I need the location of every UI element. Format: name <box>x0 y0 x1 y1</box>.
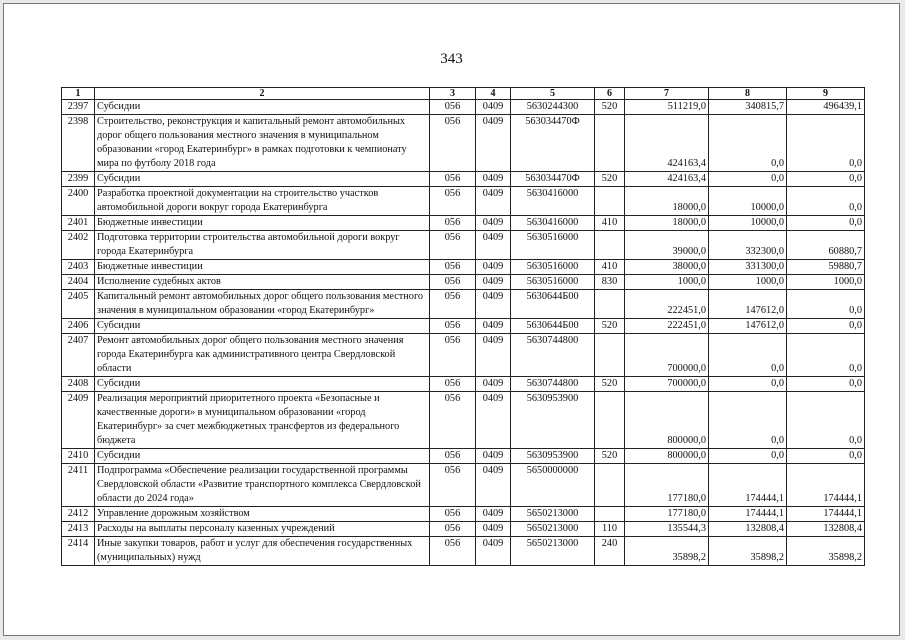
section-code-cell: 0409 <box>476 537 511 566</box>
table-row <box>62 172 865 187</box>
amount-col9-cell: 496439,1 <box>787 100 865 115</box>
section-code-cell: 0409 <box>476 449 511 464</box>
expense-type-code-cell: 520 <box>595 377 625 392</box>
ministry-code-cell: 056 <box>430 115 476 172</box>
row-number-cell: 2405 <box>62 290 95 319</box>
section-code-cell: 0409 <box>476 172 511 187</box>
row-number-cell: 2406 <box>62 319 95 334</box>
table-row <box>62 334 865 377</box>
row-number-cell: 2407 <box>62 334 95 377</box>
item-name-cell: Управление дорожным хозяйством <box>95 507 430 522</box>
row-number-cell: 2402 <box>62 231 95 260</box>
item-name-cell: Субсидии <box>95 172 430 187</box>
amount-col8-cell: 0,0 <box>709 377 787 392</box>
amount-col8-cell: 0,0 <box>709 115 787 172</box>
row-number-cell: 2410 <box>62 449 95 464</box>
amount-col9-cell: 174444,1 <box>787 464 865 507</box>
table-row <box>62 260 865 275</box>
column-header: 4 <box>476 88 511 100</box>
item-name-cell: Бюджетные инвестиции <box>95 216 430 231</box>
amount-col8-cell: 174444,1 <box>709 464 787 507</box>
item-name-cell: Бюджетные инвестиции <box>95 260 430 275</box>
ministry-code-cell: 056 <box>430 275 476 290</box>
amount-col7-cell: 424163,4 <box>625 172 709 187</box>
amount-col7-cell: 800000,0 <box>625 449 709 464</box>
amount-col7-cell: 800000,0 <box>625 392 709 449</box>
section-code-cell: 0409 <box>476 275 511 290</box>
amount-col9-cell: 0,0 <box>787 172 865 187</box>
item-name-cell: Расходы на выплаты персоналу казенных учреждений <box>95 522 430 537</box>
row-number-cell: 2412 <box>62 507 95 522</box>
amount-col7-cell: 424163,4 <box>625 115 709 172</box>
ministry-code-cell: 056 <box>430 464 476 507</box>
amount-col7-cell: 18000,0 <box>625 216 709 231</box>
amount-col8-cell: 132808,4 <box>709 522 787 537</box>
amount-col8-cell: 174444,1 <box>709 507 787 522</box>
amount-col8-cell: 1000,0 <box>709 275 787 290</box>
amount-col9-cell: 174444,1 <box>787 507 865 522</box>
column-header: 3 <box>430 88 476 100</box>
target-item-code-cell: 5630244300 <box>511 100 595 115</box>
amount-col8-cell: 10000,0 <box>709 216 787 231</box>
ministry-code-cell: 056 <box>430 537 476 566</box>
expense-type-code-cell: 830 <box>595 275 625 290</box>
item-name-cell: Реализация мероприятий приоритетного проекта «Безопасные и качественные дороги» в муниципальном образовании «город Екатеринбург» за счет межбюджетных трансфертов из федерального бюджета <box>95 392 430 449</box>
item-name-cell: Подпрограмма «Обеспечение реализации государственной программы Свердловской области «Развитие транспортного комплекса Свердловской области до 2024 года» <box>95 464 430 507</box>
section-code-cell: 0409 <box>476 216 511 231</box>
target-item-code-cell: 5630644Б00 <box>511 319 595 334</box>
amount-col9-cell: 0,0 <box>787 187 865 216</box>
amount-col8-cell: 147612,0 <box>709 319 787 334</box>
expense-type-code-cell: 520 <box>595 100 625 115</box>
row-number-cell: 2413 <box>62 522 95 537</box>
expense-type-code-cell: 520 <box>595 172 625 187</box>
target-item-code-cell: 563034470Ф <box>511 172 595 187</box>
ministry-code-cell: 056 <box>430 449 476 464</box>
row-number-cell: 2403 <box>62 260 95 275</box>
expense-type-code-cell <box>595 115 625 172</box>
table-row <box>62 522 865 537</box>
target-item-code-cell: 5630416000 <box>511 216 595 231</box>
amount-col7-cell: 700000,0 <box>625 377 709 392</box>
expense-type-code-cell <box>595 507 625 522</box>
amount-col7-cell: 18000,0 <box>625 187 709 216</box>
target-item-code-cell: 5630953900 <box>511 392 595 449</box>
table-row <box>62 115 865 172</box>
amount-col8-cell: 331300,0 <box>709 260 787 275</box>
amount-col9-cell: 1000,0 <box>787 275 865 290</box>
expense-type-code-cell <box>595 290 625 319</box>
amount-col9-cell: 35898,2 <box>787 537 865 566</box>
row-number-cell: 2401 <box>62 216 95 231</box>
amount-col7-cell: 511219,0 <box>625 100 709 115</box>
row-number-cell: 2408 <box>62 377 95 392</box>
table-row <box>62 449 865 464</box>
amount-col7-cell: 38000,0 <box>625 260 709 275</box>
section-code-cell: 0409 <box>476 231 511 260</box>
row-number-cell: 2400 <box>62 187 95 216</box>
amount-col9-cell: 0,0 <box>787 216 865 231</box>
ministry-code-cell: 056 <box>430 377 476 392</box>
section-code-cell: 0409 <box>476 115 511 172</box>
section-code-cell: 0409 <box>476 334 511 377</box>
amount-col9-cell: 0,0 <box>787 319 865 334</box>
ministry-code-cell: 056 <box>430 100 476 115</box>
amount-col7-cell: 177180,0 <box>625 464 709 507</box>
table-row <box>62 231 865 260</box>
amount-col7-cell: 222451,0 <box>625 290 709 319</box>
expense-type-code-cell <box>595 187 625 216</box>
row-number-cell: 2399 <box>62 172 95 187</box>
budget-table <box>61 87 865 566</box>
ministry-code-cell: 056 <box>430 172 476 187</box>
target-item-code-cell: 5630516000 <box>511 275 595 290</box>
expense-type-code-cell <box>595 464 625 507</box>
page-number: 343 <box>440 51 463 67</box>
amount-col7-cell: 135544,3 <box>625 522 709 537</box>
section-code-cell: 0409 <box>476 100 511 115</box>
amount-col7-cell: 35898,2 <box>625 537 709 566</box>
amount-col7-cell: 222451,0 <box>625 319 709 334</box>
amount-col9-cell: 0,0 <box>787 334 865 377</box>
item-name-cell: Субсидии <box>95 449 430 464</box>
target-item-code-cell: 5650000000 <box>511 464 595 507</box>
table-row <box>62 187 865 216</box>
row-number-cell: 2414 <box>62 537 95 566</box>
amount-col9-cell: 0,0 <box>787 449 865 464</box>
section-code-cell: 0409 <box>476 187 511 216</box>
item-name-cell: Исполнение судебных актов <box>95 275 430 290</box>
target-item-code-cell: 5630744800 <box>511 334 595 377</box>
item-name-cell: Строительство, реконструкция и капитальный ремонт автомобильных дорог общего пользования местного значения в муниципальном образовании «город Екатеринбург» в рамках подготовки к чемпионату мира по футболу 2018 года <box>95 115 430 172</box>
section-code-cell: 0409 <box>476 522 511 537</box>
amount-col9-cell: 0,0 <box>787 115 865 172</box>
expense-type-code-cell: 410 <box>595 260 625 275</box>
item-name-cell: Субсидии <box>95 377 430 392</box>
amount-col9-cell: 0,0 <box>787 392 865 449</box>
section-code-cell: 0409 <box>476 260 511 275</box>
amount-col9-cell: 0,0 <box>787 290 865 319</box>
target-item-code-cell: 5630644Б00 <box>511 290 595 319</box>
table-body <box>62 100 865 566</box>
item-name-cell: Разработка проектной документации на строительство участков автомобильной дороги вокруг города Екатеринбурга <box>95 187 430 216</box>
ministry-code-cell: 056 <box>430 216 476 231</box>
section-code-cell: 0409 <box>476 377 511 392</box>
expense-type-code-cell: 110 <box>595 522 625 537</box>
item-name-cell: Капитальный ремонт автомобильных дорог общего пользования местного значения в муниципальном образовании «город Екатеринбург» <box>95 290 430 319</box>
column-header: 2 <box>95 88 430 100</box>
target-item-code-cell: 5630953900 <box>511 449 595 464</box>
expense-type-code-cell: 520 <box>595 449 625 464</box>
row-number-cell: 2409 <box>62 392 95 449</box>
table-row <box>62 319 865 334</box>
item-name-cell: Иные закупки товаров, работ и услуг для обеспечения государственных (муниципальных) нужд <box>95 537 430 566</box>
target-item-code-cell: 5630516000 <box>511 260 595 275</box>
column-header: 9 <box>787 88 865 100</box>
amount-col9-cell: 0,0 <box>787 377 865 392</box>
amount-col8-cell: 0,0 <box>709 392 787 449</box>
expense-type-code-cell <box>595 334 625 377</box>
ministry-code-cell: 056 <box>430 522 476 537</box>
target-item-code-cell: 563034470Ф <box>511 115 595 172</box>
table-row <box>62 377 865 392</box>
amount-col7-cell: 177180,0 <box>625 507 709 522</box>
amount-col8-cell: 35898,2 <box>709 537 787 566</box>
column-header: 5 <box>511 88 595 100</box>
table-row <box>62 290 865 319</box>
amount-col8-cell: 10000,0 <box>709 187 787 216</box>
item-name-cell: Подготовка территории строительства автомобильной дороги вокруг города Екатеринбурга <box>95 231 430 260</box>
ministry-code-cell: 056 <box>430 319 476 334</box>
table-row <box>62 216 865 231</box>
amount-col8-cell: 0,0 <box>709 172 787 187</box>
column-header: 7 <box>625 88 709 100</box>
section-code-cell: 0409 <box>476 319 511 334</box>
amount-col9-cell: 132808,4 <box>787 522 865 537</box>
section-code-cell: 0409 <box>476 464 511 507</box>
item-name-cell: Субсидии <box>95 100 430 115</box>
target-item-code-cell: 5650213000 <box>511 522 595 537</box>
amount-col9-cell: 59880,7 <box>787 260 865 275</box>
row-number-cell: 2411 <box>62 464 95 507</box>
amount-col8-cell: 0,0 <box>709 449 787 464</box>
amount-col8-cell: 332300,0 <box>709 231 787 260</box>
expense-type-code-cell: 240 <box>595 537 625 566</box>
target-item-code-cell: 5630516000 <box>511 231 595 260</box>
column-header: 6 <box>595 88 625 100</box>
ministry-code-cell: 056 <box>430 231 476 260</box>
ministry-code-cell: 056 <box>430 260 476 275</box>
ministry-code-cell: 056 <box>430 507 476 522</box>
expense-type-code-cell <box>595 392 625 449</box>
expense-type-code-cell: 520 <box>595 319 625 334</box>
target-item-code-cell: 5630416000 <box>511 187 595 216</box>
ministry-code-cell: 056 <box>430 187 476 216</box>
table-row <box>62 392 865 449</box>
table-row <box>62 507 865 522</box>
section-code-cell: 0409 <box>476 290 511 319</box>
item-name-cell: Субсидии <box>95 319 430 334</box>
item-name-cell: Ремонт автомобильных дорог общего пользования местного значения города Екатеринбурга как административного центра Свердловской области <box>95 334 430 377</box>
ministry-code-cell: 056 <box>430 334 476 377</box>
row-number-cell: 2398 <box>62 115 95 172</box>
column-header: 8 <box>709 88 787 100</box>
expense-type-code-cell <box>595 231 625 260</box>
amount-col7-cell: 1000,0 <box>625 275 709 290</box>
target-item-code-cell: 5630744800 <box>511 377 595 392</box>
ministry-code-cell: 056 <box>430 392 476 449</box>
table-row <box>62 275 865 290</box>
amount-col7-cell: 39000,0 <box>625 231 709 260</box>
ministry-code-cell: 056 <box>430 290 476 319</box>
table-row <box>62 100 865 115</box>
row-number-cell: 2397 <box>62 100 95 115</box>
amount-col8-cell: 147612,0 <box>709 290 787 319</box>
target-item-code-cell: 5650213000 <box>511 537 595 566</box>
section-code-cell: 0409 <box>476 507 511 522</box>
target-item-code-cell: 5650213000 <box>511 507 595 522</box>
table-row <box>62 537 865 566</box>
column-header: 1 <box>62 88 95 100</box>
amount-col9-cell: 60880,7 <box>787 231 865 260</box>
amount-col8-cell: 0,0 <box>709 334 787 377</box>
amount-col8-cell: 340815,7 <box>709 100 787 115</box>
header-row <box>62 88 865 100</box>
expense-type-code-cell: 410 <box>595 216 625 231</box>
amount-col7-cell: 700000,0 <box>625 334 709 377</box>
row-number-cell: 2404 <box>62 275 95 290</box>
table-row <box>62 464 865 507</box>
section-code-cell: 0409 <box>476 392 511 449</box>
document-page <box>3 3 900 636</box>
